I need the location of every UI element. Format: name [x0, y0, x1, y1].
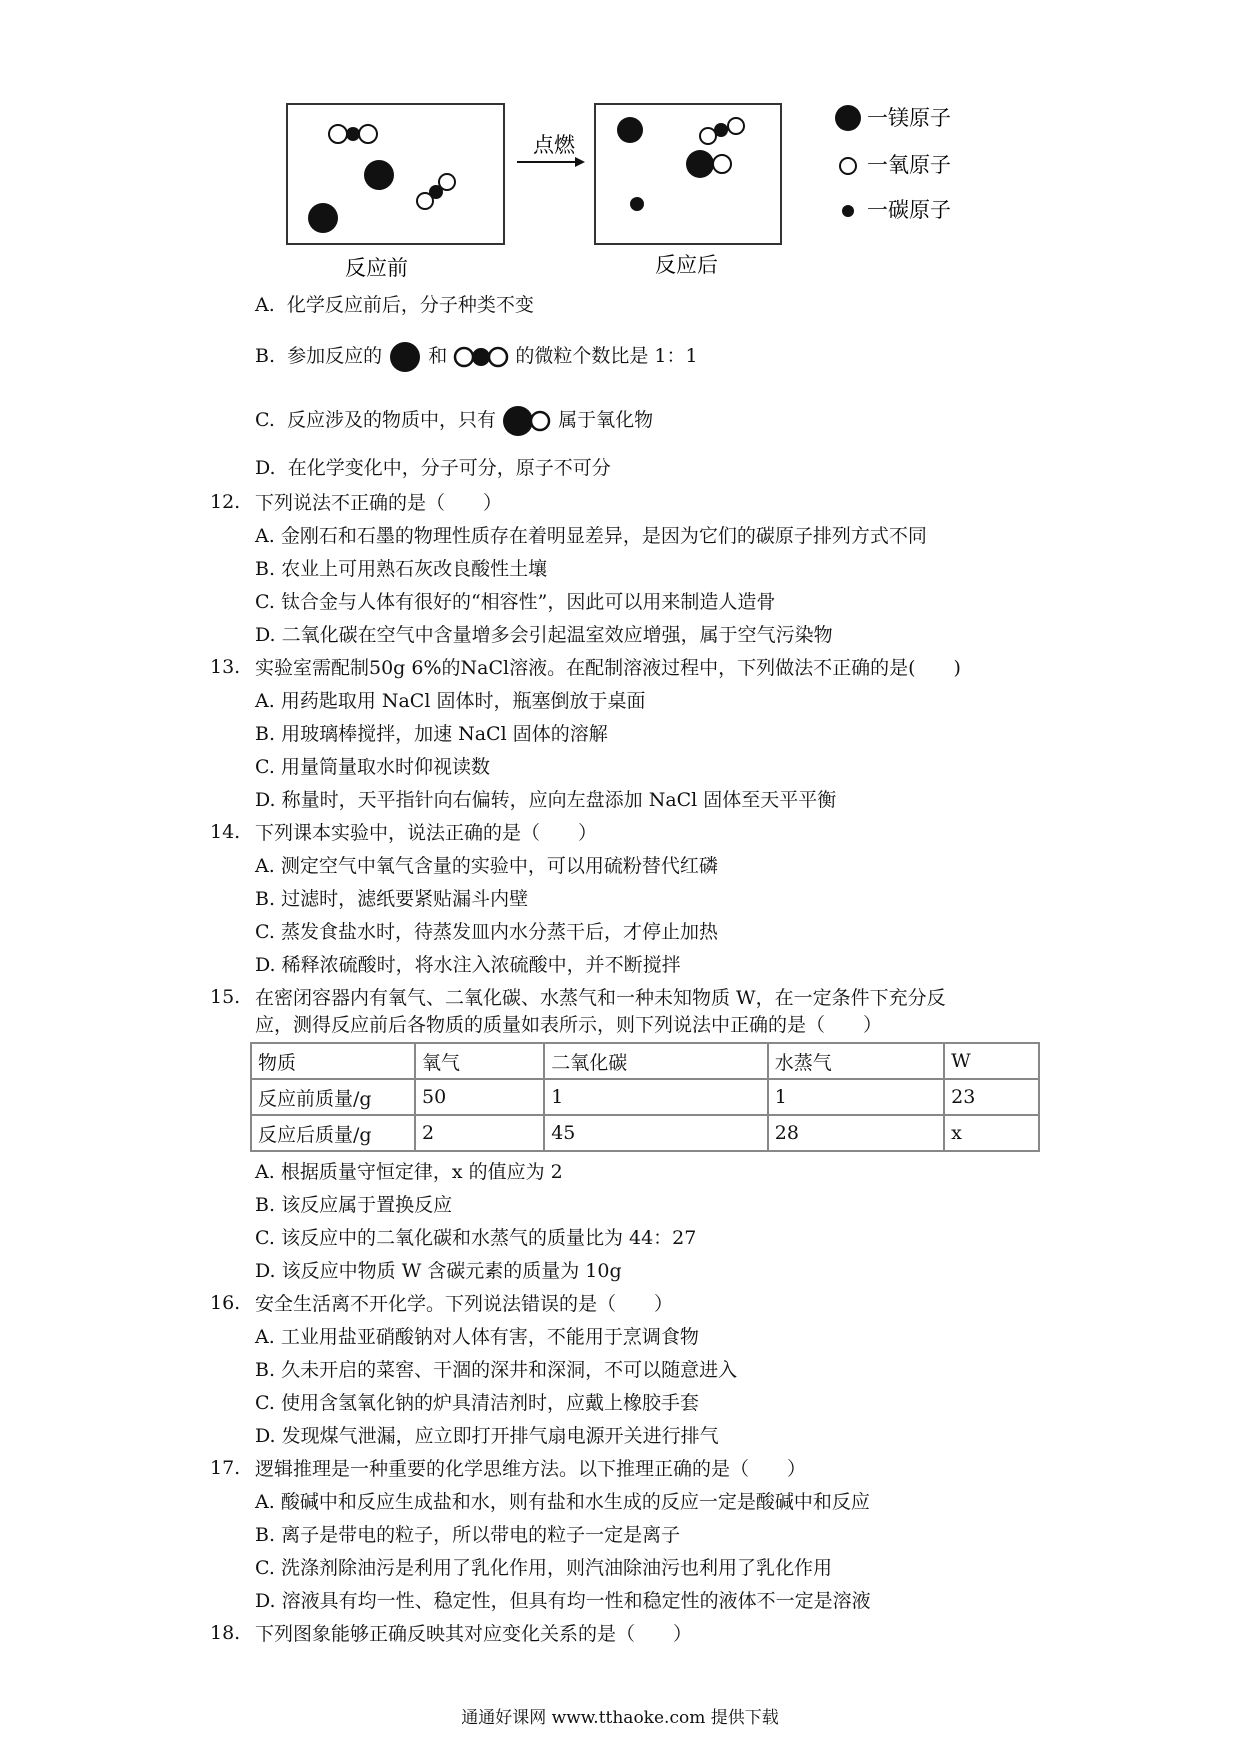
q15-option-d: D. 该反应中物质 W 含碳元素的质量为 10g [255, 1260, 622, 1282]
q15-option-a: A. 根据质量守恒定律，x 的值应为 2 [255, 1161, 563, 1183]
q12-number: 12. [210, 491, 241, 513]
carbon-legend-icon [842, 205, 854, 217]
q11-option-c: C. 反应涉及的物质中，只有 属于氧化物 [255, 405, 653, 437]
q12-option-b: B. 农业上可用熟石灰改良酸性土壤 [255, 558, 548, 580]
q17-option-a: A. 酸碱中和反应生成盐和水，则有盐和水生成的反应一定是酸碱中和反应 [255, 1491, 870, 1513]
q17-stem: 逻辑推理是一种重要的化学思维方法。以下推理正确的是（ ） [255, 1458, 807, 1480]
oxygen-legend-icon [840, 158, 856, 174]
mg-atom-icon [388, 340, 422, 374]
q11-option-a: A. 化学反应前后，分子种类不变 [255, 294, 534, 316]
q16-option-b: B. 久未开启的菜窖、干涸的深井和深洞，不可以随意进入 [255, 1359, 738, 1381]
q14-stem: 下列课本实验中，说法正确的是（ ） [255, 822, 598, 844]
q17-number: 17. [210, 1457, 241, 1479]
magnesium-legend-icon [835, 105, 861, 131]
arrow-head-icon [575, 157, 585, 167]
q11-option-b: B. 参加反应的 和 的微粒个数比是 1：1 [255, 340, 698, 374]
arrow-label: 点燃 [533, 133, 575, 157]
legend-label-c: 一碳原子 [867, 198, 951, 222]
mgo-molecule-icon [502, 405, 552, 437]
legend [835, 105, 951, 222]
table-row: 物质 氧气 二氧化碳 水蒸气 W [251, 1043, 1039, 1079]
q16-option-c: C. 使用含氢氧化钠的炉具清洁剂时，应戴上橡胶手套 [255, 1392, 699, 1414]
q16-stem: 安全生活离不开化学。下列说法错误的是（ ） [255, 1293, 674, 1315]
co2-molecule [329, 125, 377, 143]
table-row: 反应后质量/g 2 45 28 x [251, 1115, 1039, 1151]
q13-option-d: D. 称量时，天平指针向右偏转，应向左盘添加 NaCl 固体至天平平衡 [255, 789, 837, 811]
before-label: 反应前 [345, 256, 408, 280]
q12-option-a: A. 金刚石和石墨的物理性质存在着明显差异，是因为它们的碳原子排列方式不同 [255, 525, 927, 547]
q12-option-c: C. 钛合金与人体有很好的“相容性”，因此可以用来制造人造骨 [255, 591, 776, 613]
q18-stem: 下列图象能够正确反映其对应变化关系的是（ ） [255, 1623, 693, 1645]
co2-molecule [417, 174, 455, 209]
after-label: 反应后 [655, 253, 718, 277]
q16-option-d: D. 发现煤气泄漏，应立即打开排气扇电源开关进行排气 [255, 1425, 719, 1447]
c-atom [630, 197, 644, 211]
table-row: 反应前质量/g 50 1 1 23 [251, 1079, 1039, 1115]
q13-option-b: B. 用玻璃棒搅拌，加速 NaCl 固体的溶解 [255, 723, 608, 745]
q16-option-a: A. 工业用盐亚硝酸钠对人体有害，不能用于烹调食物 [255, 1326, 699, 1348]
q12-stem: 下列说法不正确的是（ ） [255, 492, 503, 514]
q13-option-a: A. 用药匙取用 NaCl 固体时，瓶塞倒放于桌面 [255, 690, 646, 712]
legend-label-mg: 一镁原子 [867, 106, 951, 130]
q13-stem: 实验室需配制50g 6%的NaCl溶液。在配制溶液过程中，下列做法不正确的是( ) [255, 657, 961, 679]
q16-number: 16. [210, 1292, 241, 1314]
q14-option-b: B. 过滤时，滤纸要紧贴漏斗内壁 [255, 888, 529, 910]
q13-option-c: C. 用量筒量取水时仰视读数 [255, 756, 490, 778]
reaction-diagram [285, 100, 1085, 285]
mgo-molecule [686, 150, 731, 178]
q15-option-c: C. 该反应中的二氧化碳和水蒸气的质量比为 44：27 [255, 1227, 697, 1249]
q15-number: 15. [210, 986, 241, 1008]
mg-atom [364, 160, 394, 190]
q14-number: 14. [210, 821, 241, 843]
q14-option-a: A. 测定空气中氧气含量的实验中，可以用硫粉替代红磷 [255, 855, 718, 877]
mass-table [250, 1042, 1040, 1152]
q14-option-c: C. 蒸发食盐水时，待蒸发皿内水分蒸干后，才停止加热 [255, 921, 718, 943]
q11-option-d: D. 在化学变化中，分子可分，原子不可分 [255, 457, 611, 479]
mg-atom [617, 117, 643, 143]
legend-label-o: 一氧原子 [867, 153, 951, 177]
q15-option-b: B. 该反应属于置换反应 [255, 1194, 453, 1216]
q17-option-d: D. 溶液具有均一性、稳定性，但具有均一性和稳定性的液体不一定是溶液 [255, 1590, 871, 1612]
page-footer: 通通好课网 www.tthaoke.com 提供下载 [461, 1708, 779, 1728]
q17-option-c: C. 洗涤剂除油污是利用了乳化作用，则汽油除油污也利用了乳化作用 [255, 1557, 832, 1579]
co2-molecule [700, 118, 744, 144]
co2-molecule-icon [453, 344, 509, 370]
q14-option-d: D. 稀释浓硫酸时，将水注入浓硫酸中，并不断搅拌 [255, 954, 681, 976]
q15-stem-line2: 应，测得反应前后各物质的质量如表所示，则下列说法中正确的是（ ） [255, 1014, 883, 1036]
mg-atom [308, 203, 338, 233]
q15-stem-line1: 在密闭容器内有氧气、二氧化碳、水蒸气和一种未知物质 W，在一定条件下充分反 [255, 987, 946, 1009]
q12-option-d: D. 二氧化碳在空气中含量增多会引起温室效应增强，属于空气污染物 [255, 624, 833, 646]
q18-number: 18. [210, 1622, 241, 1644]
q17-option-b: B. 离子是带电的粒子，所以带电的粒子一定是离子 [255, 1524, 681, 1546]
q13-number: 13. [210, 656, 241, 678]
